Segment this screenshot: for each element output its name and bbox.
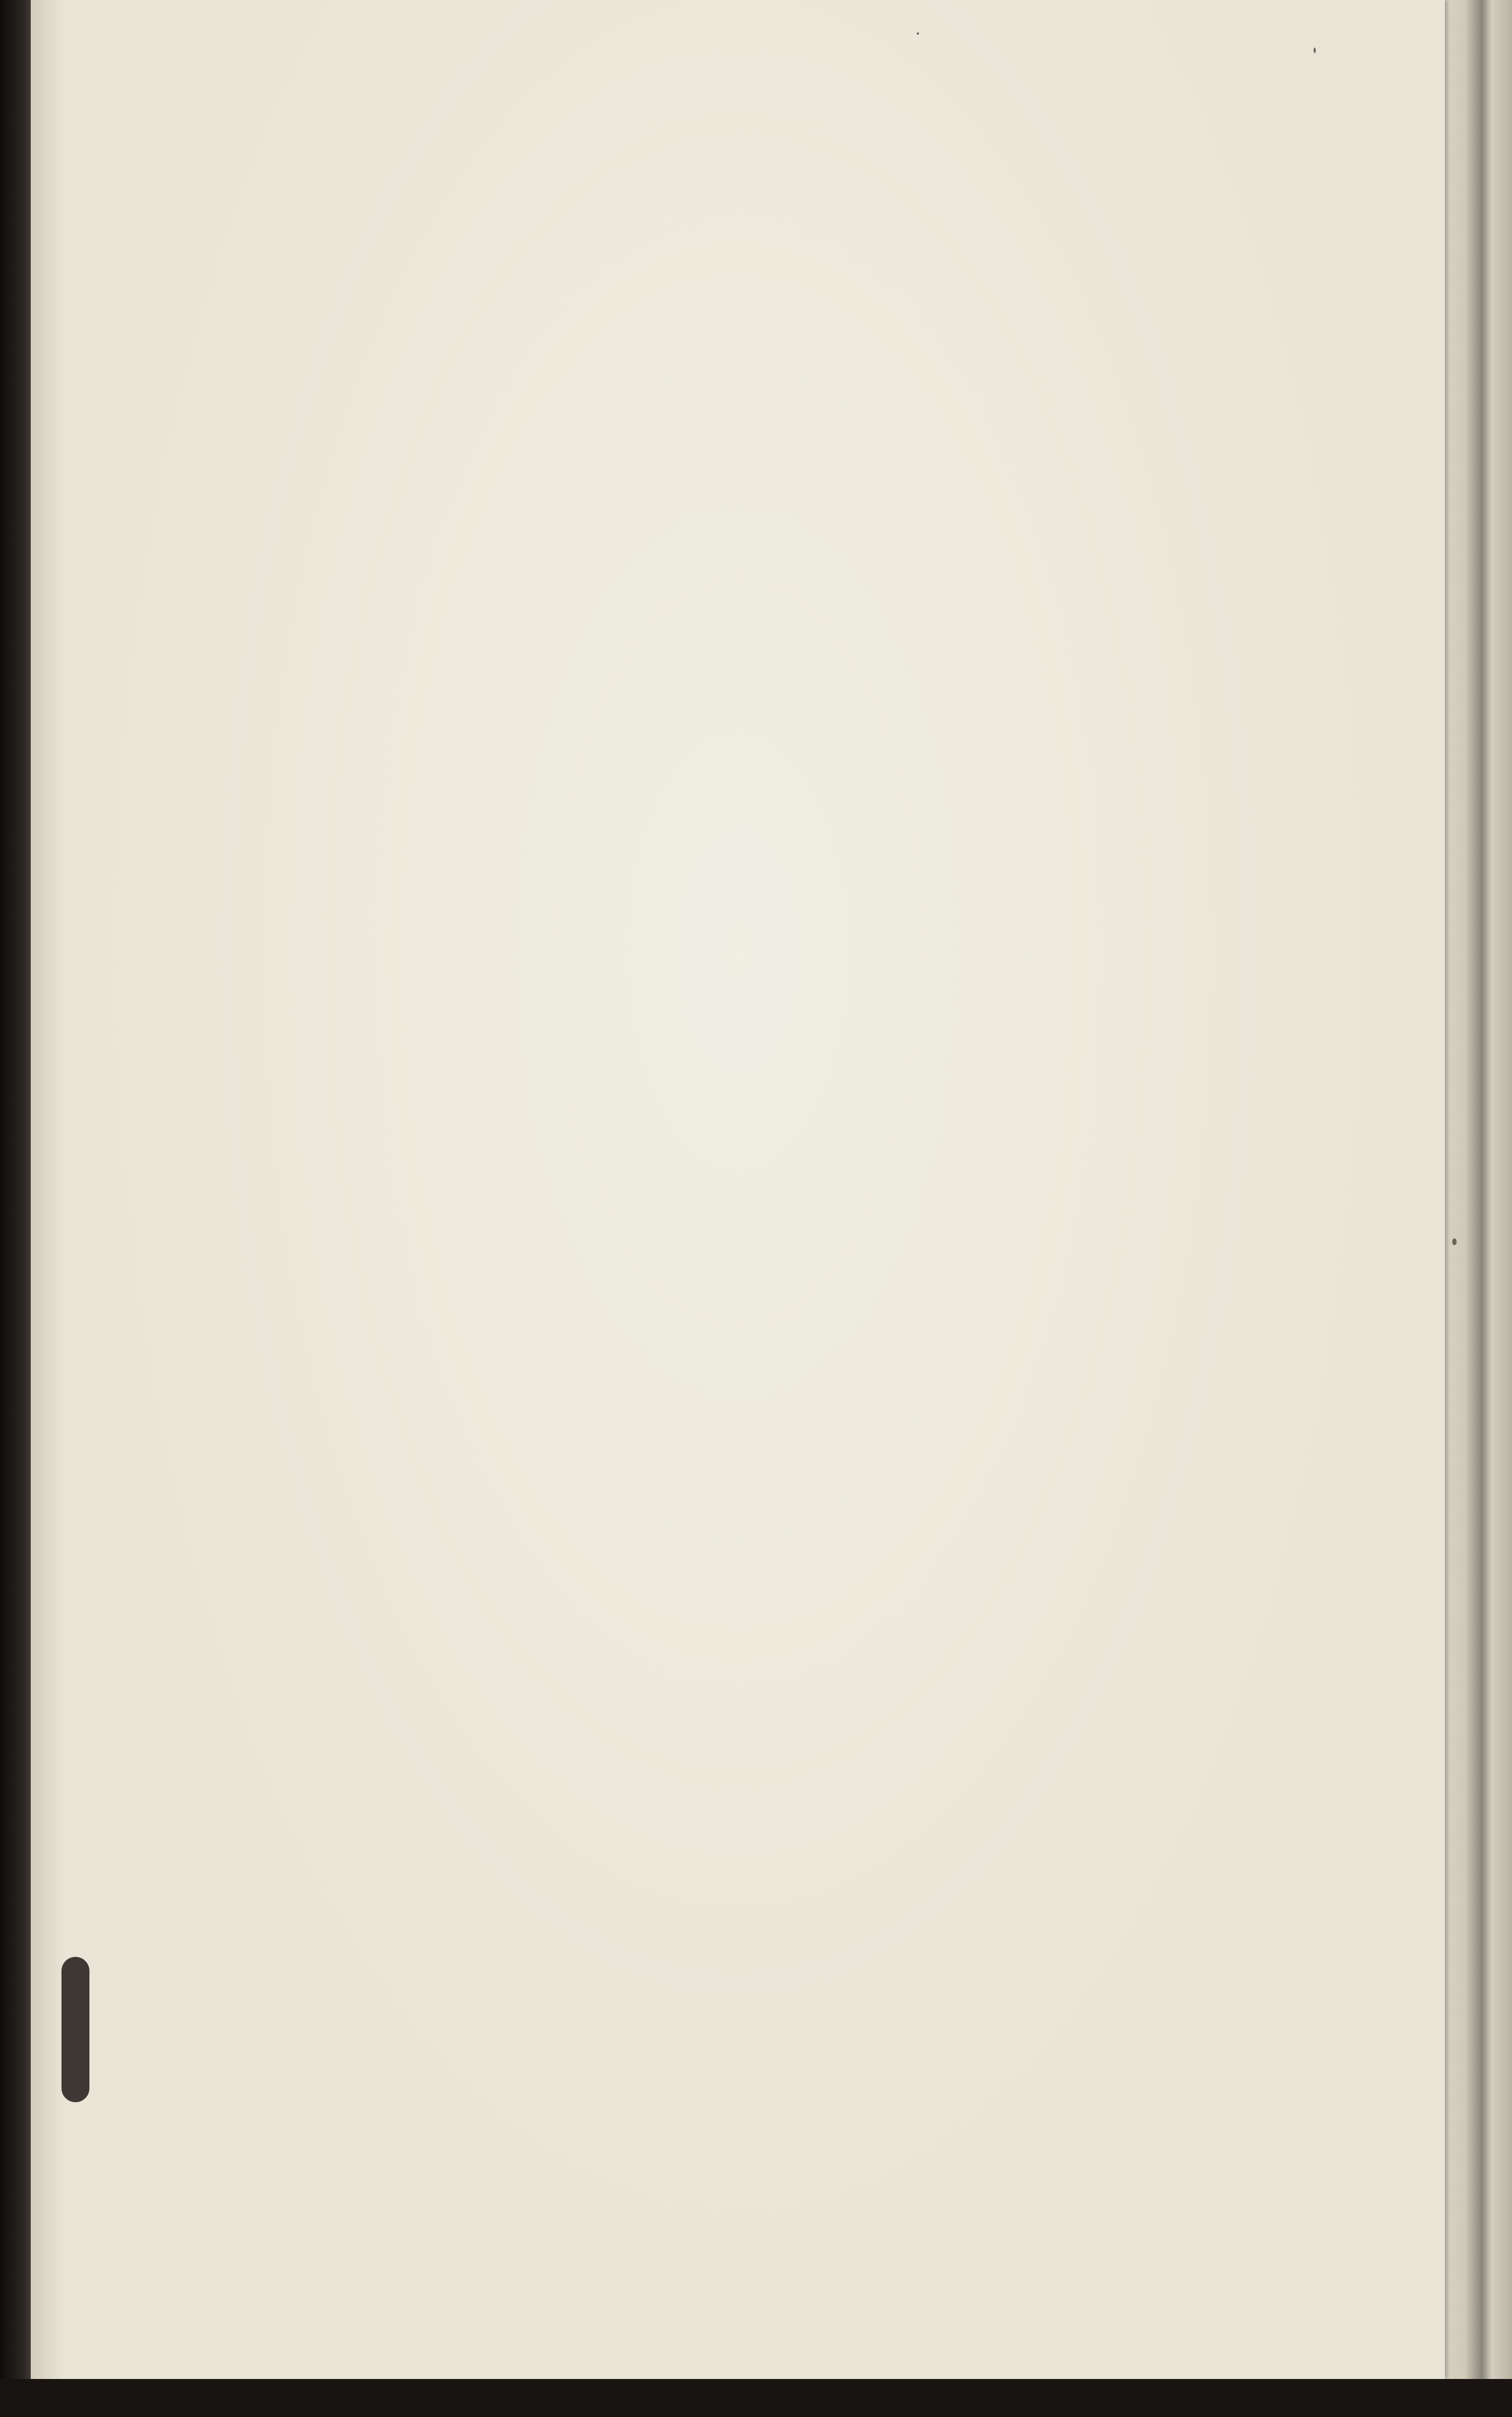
bottom-background bbox=[0, 2379, 1512, 2417]
document-page bbox=[31, 0, 1445, 2379]
paper-speck bbox=[1452, 1238, 1457, 1245]
binding-mark bbox=[61, 1957, 89, 2102]
page-stack-edge bbox=[1445, 0, 1512, 2417]
paper-speck bbox=[917, 32, 919, 35]
paper-speck bbox=[1314, 48, 1316, 53]
